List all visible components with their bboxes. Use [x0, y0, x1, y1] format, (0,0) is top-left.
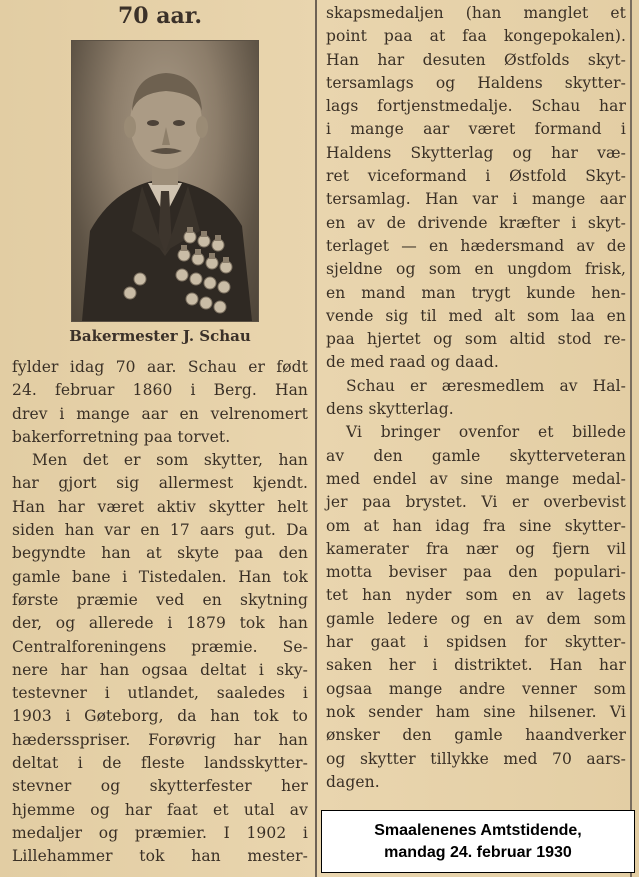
- text-line: bakerforretning paa torvet.: [12, 427, 231, 446]
- text-line: Han har været aktiv skytter helt: [12, 497, 308, 516]
- text-line: lags fortjenstmedalje. Schau har: [326, 97, 626, 116]
- right-column-text: [326, 2, 626, 794]
- text-line: ønsker den gamle haandverker: [326, 726, 626, 745]
- text-line: ogsaa mange andre venner som: [326, 679, 626, 698]
- text-line: Centralforeningens præmie. Se-: [12, 637, 308, 656]
- text-line: terlaget — en hædersmand av de: [326, 236, 626, 255]
- text-line: siden han var en 17 aars gut. Da: [12, 521, 308, 540]
- text-line: medaljer og præmier. I 1902 i: [12, 823, 308, 842]
- text-line: 1903 i Gøteborg, da han tok to: [12, 707, 308, 726]
- source-credit-box: [321, 810, 635, 873]
- credit-date: mandag 24. februar 1930: [384, 843, 572, 861]
- text-line: begyndte han at skyte paa den: [12, 544, 308, 563]
- text-line: kamerater fra nær og fjern vil: [326, 539, 626, 558]
- text-line: nok sender ham sine hilsener. Vi: [326, 702, 626, 721]
- text-line: Men det er som skytter, han: [32, 451, 308, 470]
- text-line: av den gamle skytterveteran: [326, 446, 626, 465]
- text-line: en av de drivende kræfter i skyt-: [326, 213, 626, 232]
- photo-caption: Bakermester J. Schau: [69, 327, 251, 345]
- text-line: om at han idag fra sine skytter-: [326, 516, 626, 535]
- text-line: tersamlag. Han var i mange aar: [326, 190, 626, 209]
- text-line: Han har desuten Østfolds skyt-: [326, 50, 626, 69]
- text-line: deltat i de fleste landsskytter-: [12, 754, 308, 773]
- text-line: drev i mange aar en velrenomert: [12, 404, 308, 423]
- text-line: point paa at faa kongepokalen).: [326, 27, 626, 46]
- credit-newspaper: Smaalenenes Amtstidende,: [374, 821, 582, 839]
- text-line: gamle ledere og en av dem som: [326, 609, 626, 628]
- headline: 70 aar.: [117, 3, 202, 29]
- text-line: sjeldne og som en ungdom frisk,: [326, 260, 626, 279]
- text-line: ret viceformand i Østfold Skyt-: [326, 167, 626, 186]
- text-line: nere har han ogsaa deltat i sky-: [12, 660, 308, 679]
- text-line: de med raad og daad.: [326, 353, 499, 372]
- text-line: fylder idag 70 aar. Schau er født: [12, 358, 308, 376]
- text-line: Lillehammer tok han mester-: [12, 847, 308, 866]
- text-line: første præmie ved en skytning: [12, 590, 308, 609]
- text-line: skapsmedaljen (han manglet et: [326, 4, 626, 22]
- text-line: med endel av sine mange medal-: [326, 469, 626, 488]
- text-line: gamle bane i Tistedalen. Han tok: [12, 567, 308, 586]
- text-line: hædersspriser. Forøvrig har han: [12, 730, 308, 749]
- text-line: saken her i distriktet. Han har: [326, 656, 626, 675]
- column-divider: [315, 0, 317, 877]
- portrait-photo: [71, 40, 259, 322]
- text-line: Vi bringer ovenfor et billede: [346, 423, 626, 442]
- text-line: der, og allerede i 1879 tok han: [12, 614, 308, 633]
- portrait-illustration: [72, 41, 258, 321]
- text-line: dens skytterlag.: [326, 400, 454, 419]
- right-edge-rule: [630, 0, 632, 877]
- text-line: har gaat i spidsen for skytter-: [326, 633, 626, 652]
- text-line: jer paa brystet. Vi er overbevist: [326, 493, 626, 512]
- text-line: vende sig til med alt som laa en: [326, 306, 626, 325]
- text-line: en mand man trygt kunde hen-: [326, 283, 626, 302]
- left-column-text: [12, 356, 308, 869]
- text-line: hjemme og har faat et utal av: [12, 800, 308, 819]
- text-line: 24. februar 1860 i Berg. Han: [12, 381, 308, 400]
- text-line: paa hjertet og som altid stod re-: [326, 330, 626, 349]
- left-column: [12, 0, 308, 866]
- text-line: testevner i utlandet, saaledes i: [12, 684, 308, 703]
- text-line: Haldens Skytterlag og har væ-: [326, 143, 626, 162]
- text-line: i mange aar været formand i: [326, 120, 626, 139]
- text-line: Schau er æresmedlem av Hal-: [346, 376, 626, 395]
- text-line: motta beviser paa den populari-: [326, 563, 626, 582]
- text-line: dagen.: [326, 772, 380, 791]
- text-line: tet han nyder som en av lagets: [326, 586, 626, 605]
- text-line: tersamlags og Haldens skytter-: [326, 73, 626, 92]
- text-line: og skytter tillykke med 70 aars-: [326, 749, 626, 768]
- text-line: har gjort sig allermest kjendt.: [12, 474, 308, 493]
- text-line: stevner og skytterfester her: [12, 777, 308, 796]
